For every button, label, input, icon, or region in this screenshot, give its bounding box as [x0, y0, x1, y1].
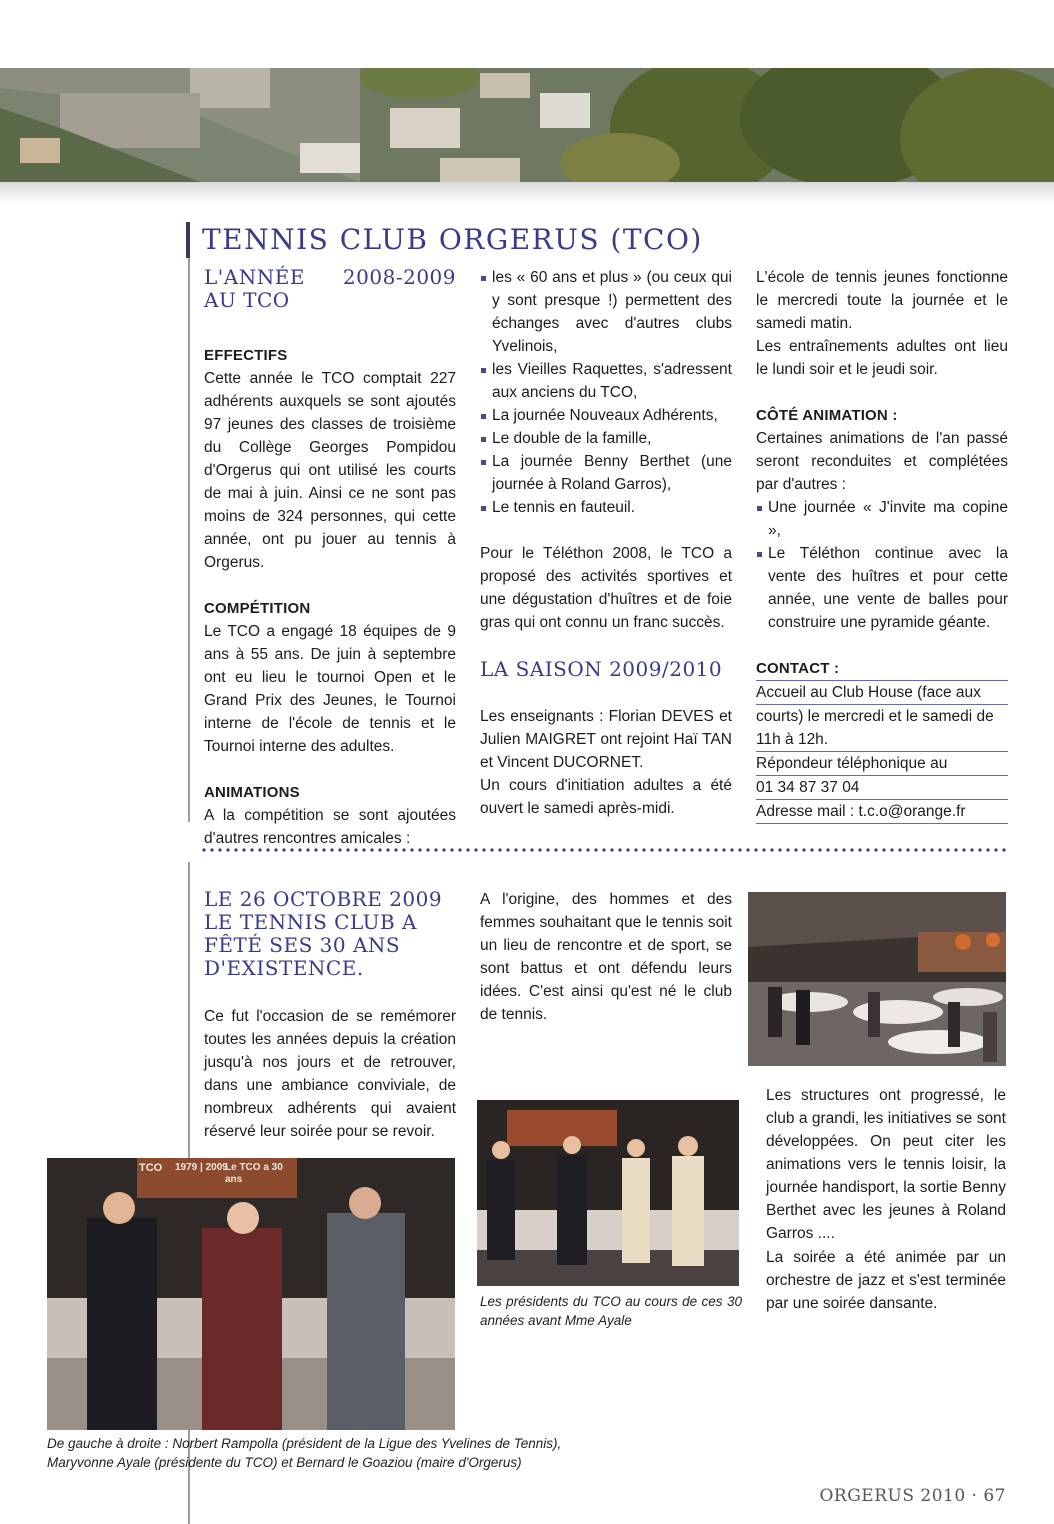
contact-phone: 01 34 87 37 04 — [756, 776, 1008, 800]
banner-club: TCO — [139, 1162, 163, 1174]
column-3 — [756, 266, 1008, 824]
column-2 — [480, 266, 732, 820]
banner-years: 1979 | 2009 — [175, 1162, 228, 1173]
season-text-course: Un cours d'initiation adultes a été ouvert le samedi après-midi. — [480, 777, 732, 817]
section-title-contact: CONTACT : — [756, 657, 1008, 681]
contact-block — [756, 681, 1008, 824]
anniversary-origin: A l'origine, des hommes et des femmes souhaitant que le tennis soit un lieu de rencontre et de sport, se sont battus et ont défendu leurs idées. C'est ainsi qu'est né le club de tennis. — [480, 891, 732, 1023]
section-text-competition: Le TCO a engagé 18 équipes de 9 ans à 55 ans. De juin à septembre ont eu lieu le tournoi Open et le Grand Prix des Jeunes, le Tournoi interne de l'école de tennis et le Tournoi interne des adultes. — [204, 623, 456, 755]
list-item: Une journée « J'invite ma copine », — [756, 496, 1008, 542]
anniversary-intro: Ce fut l'occasion de se remémorer toutes les années depuis la création jusqu'à nos jours et de retrouver, dans une ambiance conviviale, de nombreux adhérents qui avaient réservé leur soirée pour se revoir. — [204, 1008, 456, 1140]
speech-photo — [47, 1158, 455, 1430]
presidents-caption: Les présidents du TCO au cours de ces 30 années avant Mme Ayale — [480, 1294, 742, 1328]
vertical-rule — [188, 222, 190, 822]
header-aerial-photo — [0, 68, 1054, 182]
banquet-hall-photo — [748, 892, 1006, 1066]
contact-line: courts) le mercredi et le samedi de — [756, 708, 994, 725]
animation-text: Certaines animations de l'an passé seront reconduites et complétées par d'autres : — [756, 430, 1008, 493]
list-item: La journée Benny Berthet (une journée à Roland Garros), — [480, 450, 732, 496]
adult-training-text: Les entraînements adultes ont lieu le lundi soir et le jeudi soir. — [756, 338, 1008, 378]
page-folio: ORGERUS 2010 · 67 — [819, 1486, 1006, 1506]
section-title-animation: CÔTÉ ANIMATION : — [756, 407, 898, 424]
page-title: TENNIS CLUB ORGERUS (TCO) — [186, 222, 703, 258]
contact-line: 11h à 12h. — [756, 728, 1008, 752]
anniversary-party: La soirée a été animée par un orchestre de jazz et s'est terminée par une soirée dansante. — [766, 1249, 1006, 1312]
list-item: Le tennis en fauteuil. — [480, 496, 732, 519]
section-title-competition: COMPÉTITION — [204, 600, 311, 617]
section-text-animations: A la compétition se sont ajoutées d'autres rencontres amicales : — [204, 807, 456, 847]
year-heading: L'ANNÉE 2008-2009 AU TCO — [204, 265, 456, 312]
animation-list — [756, 496, 1008, 634]
season-heading: LA SAISON 2009/2010 — [480, 657, 723, 681]
list-item: La journée Nouveaux Adhérents, — [480, 404, 732, 427]
list-item: les Vieilles Raquettes, s'adressent aux anciens du TCO, — [480, 358, 732, 404]
contact-line: Répondeur téléphonique au — [756, 752, 1008, 776]
section-text-effectifs: Cette année le TCO comptait 227 adhérents auxquels se sont ajoutés 97 jeunes des classes de troisième du Collège Georges Pompidou d'Orgerus qui ont utilisé les courts de mai à juin. Ainsi ce ne sont pas moins de 324 personnes, qui cette année, ont pu jouer au tennis à Orgerus. — [204, 370, 456, 571]
section-title-animations: ANIMATIONS — [204, 784, 300, 801]
banner-shadow — [0, 182, 1054, 204]
anniversary-growth: Les structures ont progressé, le club a grandi, les initiatives se sont développées. On peut citer les animations vers le tennis loisir, la journée handisport, la sortie Benny Berthet avec les jeunes à Roland Garros .... — [766, 1087, 1006, 1242]
column-1 — [204, 266, 456, 850]
section-title-effectifs: EFFECTIFS — [204, 347, 288, 364]
list-item: Le double de la famille, — [480, 427, 732, 450]
dotted-divider — [200, 847, 1010, 853]
speech-caption: De gauche à droite : Norbert Rampolla (président de la Ligue des Yvelines de Tennis), Maryvonne Ayale (présidente du TCO) et Bernard le Goaziou (maire d'Orgerus) — [47, 1436, 562, 1470]
telethon-text: Pour le Téléthon 2008, le TCO a proposé des activités sportives et une dégustation d'huîtres et de foie gras qui ont connu un franc succès. — [480, 545, 732, 631]
contact-email: Adresse mail : t.c.o@orange.fr — [756, 800, 1008, 824]
contact-line: Accueil au Club House (face aux — [756, 681, 1008, 705]
presidents-photo — [477, 1100, 739, 1286]
list-item: les « 60 ans et plus » (ou ceux qui y sont presque !) permettent des échanges avec d'autres clubs Yvelinois, — [480, 266, 732, 358]
animations-list — [480, 266, 732, 519]
banner-anniversary: Le TCO a 30 ans — [225, 1162, 283, 1185]
anniversary-heading: LE 26 OCTOBRE 2009 LE TENNIS CLUB A FÊTÉ SES 30 ANS D'EXISTENCE. — [204, 887, 443, 980]
list-item: Le Téléthon continue avec la vente des huîtres et pour cette année, une vente de balles pour construire une pyramide géante. — [756, 542, 1008, 634]
school-text: L'école de tennis jeunes fonctionne le mercredi toute la journée et le samedi matin. — [756, 269, 1008, 332]
season-text-teachers: Les enseignants : Florian DEVES et Julien MAIGRET ont rejoint Haï TAN et Vincent DUCORNET. — [480, 708, 732, 771]
